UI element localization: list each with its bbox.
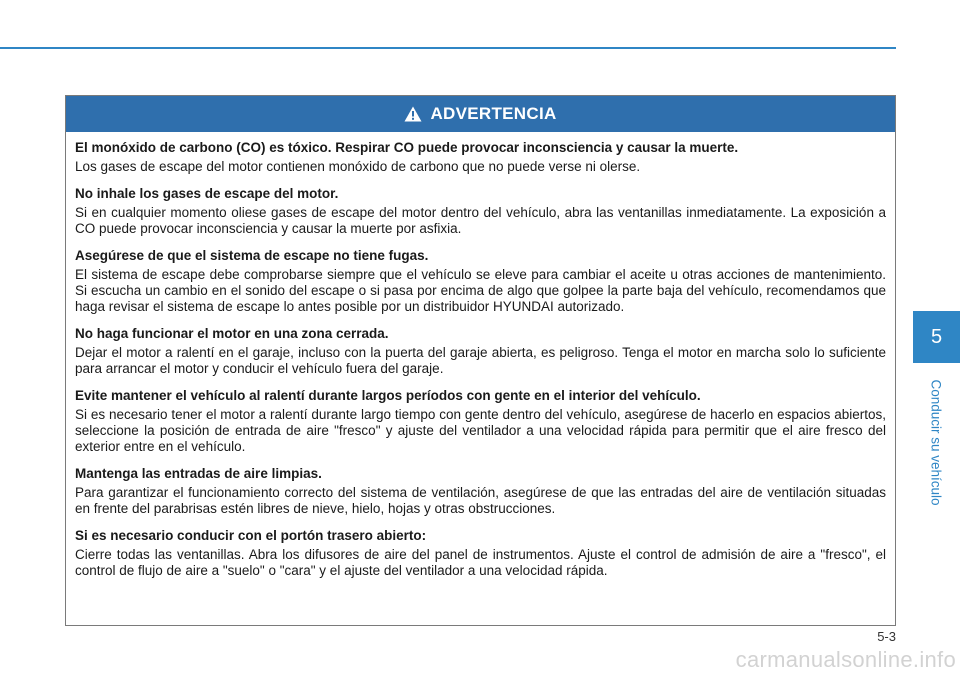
chapter-title-label: Conducir su vehículo: [928, 378, 944, 506]
section-heading: No inhale los gases de escape del motor.: [75, 186, 339, 201]
top-divider: [0, 47, 896, 49]
warning-section: [75, 326, 886, 377]
warning-section: [75, 388, 886, 455]
section-text: Dejar el motor a ralentí en el garaje, incluso con la puerta del garaje abierta, es peligroso. Tenga el motor en marcha solo lo suficiente para arrancar el motor y conducir el vehículo fuera del garaje.: [75, 345, 886, 376]
chapter-title: [914, 372, 958, 512]
section-heading: No haga funcionar el motor en una zona cerrada.: [75, 326, 389, 341]
section-text: Cierre todas las ventanillas. Abra los difusores de aire del panel de instrumentos. Ajuste el control de admisión de aire a "fresco", el control de flujo de aire a "suelo" o "cara" y el ajuste del ventilador a una velocidad rápida.: [75, 547, 886, 578]
section-heading: Si es necesario conducir con el portón trasero abierto:: [75, 528, 427, 543]
warning-header: [66, 96, 895, 132]
section-text: Si es necesario tener el motor a ralentí durante largo tiempo con gente dentro del vehículo, asegúrese de hacerlo en espacios abiertos, seleccione la posición de entrada de aire "fresco" y ajuste del ventilador a una velocidad rápida para permitir que el aire fresco del exterior entre en el vehículo.: [75, 407, 886, 454]
section-text: Si en cualquier momento oliese gases de escape del motor dentro del vehículo, abra las ventanillas inmediatamente. La exposición a CO puede provocar inconsciencia y causar la muerte por asfixia.: [75, 205, 886, 236]
warning-section: [75, 186, 886, 237]
section-heading: El monóxido de carbono (CO) es tóxico. Respirar CO puede provocar inconsciencia y causar la muerte.: [75, 140, 739, 155]
section-text: El sistema de escape debe comprobarse siempre que el vehículo se eleve para cambiar el aceite u otras acciones de mantenimiento. Si escucha un cambio en el sonido del escape o si pasa por encima de algo que golpee la parte baja del vehículo, recomendamos que haga revisar el sistema de escape lo antes posible por un distribuidor HYUNDAI autorizado.: [75, 267, 886, 314]
warning-title: ADVERTENCIA: [430, 104, 557, 123]
warning-triangle-icon: [404, 106, 422, 122]
section-heading: Mantenga las entradas de aire limpias.: [75, 466, 322, 481]
page-number: 5-3: [877, 629, 896, 644]
warning-box: [65, 95, 896, 626]
warning-section: [75, 528, 886, 579]
warning-section: [75, 140, 886, 175]
warning-body: [66, 132, 895, 579]
section-text: Los gases de escape del motor contienen monóxido de carbono que no puede verse ni olerse.: [75, 159, 641, 174]
warning-section: [75, 248, 886, 315]
section-text: Para garantizar el funcionamiento correcto del sistema de ventilación, asegúrese de que las entradas del aire de ventilación situadas en frente del parabrisas estén libres de nieve, hielo, hojas y otras obstrucciones.: [75, 485, 886, 516]
section-heading: Evite mantener el vehículo al ralentí durante largos períodos con gente en el interior del vehículo.: [75, 388, 701, 403]
section-heading: Asegúrese de que el sistema de escape no tiene fugas.: [75, 248, 429, 263]
chapter-number-tab: 5: [913, 311, 960, 363]
watermark: carmanualsonline.info: [735, 647, 956, 672]
warning-section: [75, 466, 886, 517]
